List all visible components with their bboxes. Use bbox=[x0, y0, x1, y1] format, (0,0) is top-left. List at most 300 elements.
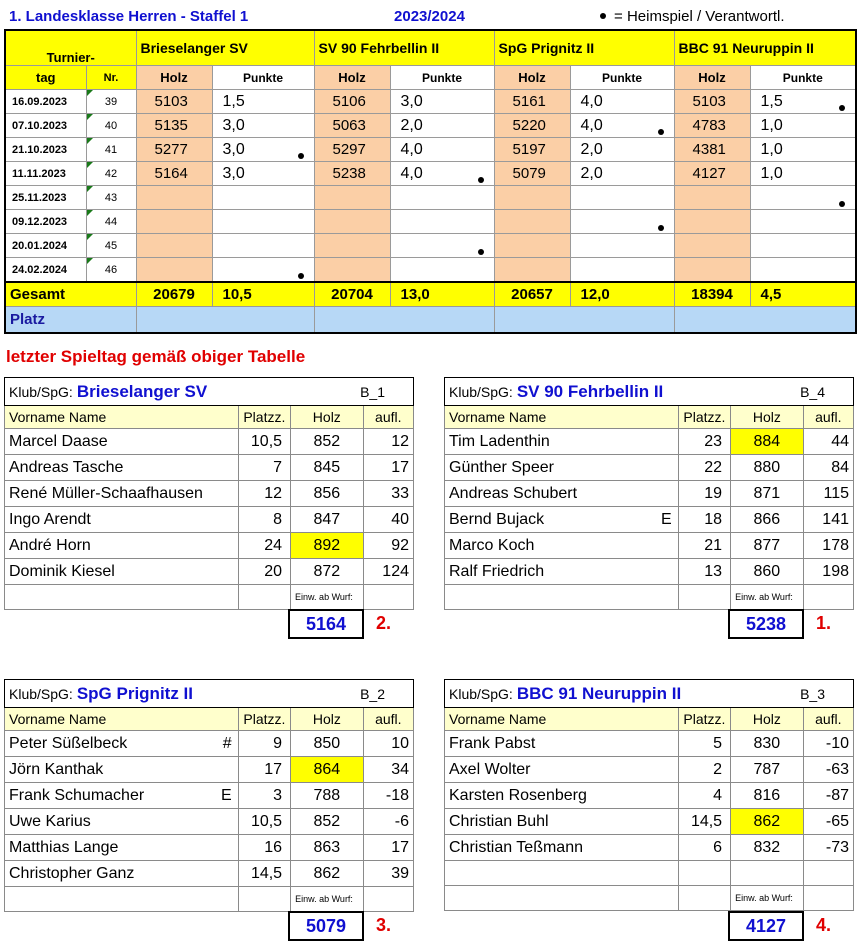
tag-header: tag bbox=[5, 66, 86, 90]
player-platz: 8 bbox=[238, 507, 290, 533]
home-dot-icon bbox=[478, 249, 484, 255]
punkte-cell: 1,0 bbox=[750, 114, 856, 138]
punkte-cell: 3,0 bbox=[212, 138, 314, 162]
round-date: 21.10.2023 bbox=[5, 138, 86, 162]
player-holz: 892 bbox=[291, 533, 364, 559]
player-name: Uwe Karius bbox=[5, 809, 239, 835]
comment-marker-icon bbox=[87, 258, 93, 264]
home-dot-icon bbox=[298, 153, 304, 159]
punkte-cell: 3,0 bbox=[212, 162, 314, 186]
player-holz: 856 bbox=[291, 481, 364, 507]
round-date: 09.12.2023 bbox=[5, 210, 86, 234]
club-header bbox=[445, 680, 854, 708]
player-name: Dominik Kiesel bbox=[5, 559, 239, 585]
round-row bbox=[5, 162, 856, 186]
player-name: Christian Teßmann bbox=[445, 835, 679, 861]
aufl-col-header: aufl. bbox=[363, 406, 413, 429]
player-platz: 5 bbox=[678, 731, 730, 757]
team-lineup-panel bbox=[444, 679, 854, 936]
player-holz: 788 bbox=[291, 783, 364, 809]
holz-header: Holz bbox=[136, 66, 212, 90]
player-name: Jörn Kanthak bbox=[5, 757, 239, 783]
punkte-cell: 2,0 bbox=[390, 114, 494, 138]
player-aufl: 141 bbox=[803, 507, 853, 533]
holz-cell: 4127 bbox=[674, 162, 750, 186]
club-name: SpG Prignitz II bbox=[76, 683, 193, 703]
punkte-header: Punkte bbox=[212, 66, 314, 90]
player-holz: 847 bbox=[291, 507, 364, 533]
punkte-cell: 4,0 bbox=[570, 90, 674, 114]
lineup-table bbox=[444, 377, 854, 610]
player-platz: 17 bbox=[238, 757, 290, 783]
player-row bbox=[445, 835, 854, 861]
player-name: René Müller-Schaafhausen bbox=[5, 481, 239, 507]
player-platz: 22 bbox=[678, 455, 730, 481]
holz-cell bbox=[674, 258, 750, 283]
holz-col-header: Holz bbox=[731, 708, 804, 731]
round-nr: 41 bbox=[86, 138, 136, 162]
round-date: 20.01.2024 bbox=[5, 234, 86, 258]
player-aufl: 17 bbox=[363, 835, 413, 861]
total-punkte: 4,5 bbox=[750, 282, 856, 307]
player-aufl bbox=[803, 861, 853, 886]
punkte-cell bbox=[390, 210, 494, 234]
holz-cell: 5079 bbox=[494, 162, 570, 186]
comment-marker-icon bbox=[87, 138, 93, 144]
platz-cell bbox=[136, 307, 314, 334]
player-platz: 18 bbox=[678, 507, 730, 533]
player-name bbox=[445, 861, 679, 886]
player-aufl: 84 bbox=[803, 455, 853, 481]
player-name: Axel Wolter bbox=[445, 757, 679, 783]
player-platz: 4 bbox=[678, 783, 730, 809]
round-date: 11.11.2023 bbox=[5, 162, 86, 186]
punkte-cell bbox=[750, 234, 856, 258]
player-name: Andreas Schubert bbox=[445, 481, 679, 507]
player-platz: 14,5 bbox=[238, 861, 290, 887]
einw-label: Einw. ab Wurf: bbox=[731, 585, 804, 610]
holz-cell bbox=[494, 210, 570, 234]
player-platz: 7 bbox=[238, 455, 290, 481]
holz-cell bbox=[494, 234, 570, 258]
total-punkte: 12,0 bbox=[570, 282, 674, 307]
einw-label: Einw. ab Wurf: bbox=[291, 887, 364, 912]
player-platz: 19 bbox=[678, 481, 730, 507]
player-row bbox=[445, 507, 854, 533]
player-row bbox=[5, 481, 414, 507]
team-lineup-panel bbox=[4, 377, 414, 634]
punkte-header: Punkte bbox=[750, 66, 856, 90]
holz-cell bbox=[314, 210, 390, 234]
round-nr: 42 bbox=[86, 162, 136, 186]
comment-marker-icon bbox=[87, 210, 93, 216]
holz-header: Holz bbox=[674, 66, 750, 90]
club-code: B_3 bbox=[800, 686, 825, 702]
holz-cell bbox=[136, 186, 212, 210]
club-code: B_2 bbox=[360, 686, 385, 702]
player-aufl: -87 bbox=[803, 783, 853, 809]
round-date: 07.10.2023 bbox=[5, 114, 86, 138]
player-aufl: -6 bbox=[363, 809, 413, 835]
player-platz: 20 bbox=[238, 559, 290, 585]
club-name: Brieselanger SV bbox=[76, 381, 208, 401]
holz-cell: 5135 bbox=[136, 114, 212, 138]
player-aufl: 39 bbox=[363, 861, 413, 887]
punkte-cell bbox=[212, 234, 314, 258]
player-row bbox=[5, 507, 414, 533]
round-nr: 43 bbox=[86, 186, 136, 210]
total-holz: 18394 bbox=[674, 282, 750, 307]
punkte-cell: 4,0 bbox=[570, 114, 674, 138]
player-row bbox=[445, 429, 854, 455]
player-platz: 24 bbox=[238, 533, 290, 559]
punkte-cell bbox=[212, 210, 314, 234]
holz-cell: 5277 bbox=[136, 138, 212, 162]
player-aufl: 198 bbox=[803, 559, 853, 585]
holz-col-header: Holz bbox=[291, 708, 364, 731]
player-holz: 845 bbox=[291, 455, 364, 481]
holz-cell: 5103 bbox=[136, 90, 212, 114]
player-holz bbox=[731, 861, 804, 886]
aufl-col-header: aufl. bbox=[363, 708, 413, 731]
name-col-header: Vorname Name bbox=[445, 708, 679, 731]
home-dot-icon bbox=[600, 13, 606, 19]
player-row bbox=[5, 533, 414, 559]
punkte-cell: 1,0 bbox=[750, 162, 856, 186]
punkte-cell bbox=[390, 186, 494, 210]
player-holz: 830 bbox=[731, 731, 804, 757]
team-total: 5164 bbox=[288, 609, 364, 639]
round-row bbox=[5, 90, 856, 114]
punkte-cell bbox=[390, 234, 494, 258]
holz-cell bbox=[494, 258, 570, 283]
round-row bbox=[5, 234, 856, 258]
player-aufl: 40 bbox=[363, 507, 413, 533]
team-lineup-panel bbox=[444, 377, 854, 634]
player-name: Christian Buhl bbox=[445, 809, 679, 835]
player-name: Marcel Daase bbox=[5, 429, 239, 455]
player-row bbox=[5, 455, 414, 481]
lineup-table bbox=[4, 377, 414, 610]
player-name: Matthias Lange bbox=[5, 835, 239, 861]
holz-cell: 5063 bbox=[314, 114, 390, 138]
player-row bbox=[445, 809, 854, 835]
player-row bbox=[445, 783, 854, 809]
season-label: 2023/2024 bbox=[390, 4, 570, 30]
player-aufl: -63 bbox=[803, 757, 853, 783]
holz-cell bbox=[674, 234, 750, 258]
player-aufl: 12 bbox=[363, 429, 413, 455]
club-name: BBC 91 Neuruppin II bbox=[516, 683, 682, 703]
holz-cell bbox=[314, 258, 390, 283]
player-mark: E bbox=[221, 786, 232, 804]
player-platz: 16 bbox=[238, 835, 290, 861]
player-holz: 852 bbox=[291, 429, 364, 455]
player-holz: 816 bbox=[731, 783, 804, 809]
punkte-cell bbox=[570, 258, 674, 283]
club-code: B_4 bbox=[800, 384, 825, 400]
player-platz: 10,5 bbox=[238, 429, 290, 455]
comment-marker-icon bbox=[87, 162, 93, 168]
einw-row bbox=[5, 887, 414, 912]
team-rank: 4. bbox=[816, 915, 832, 935]
round-row bbox=[5, 138, 856, 162]
punkte-cell: 4,0 bbox=[390, 138, 494, 162]
name-col-header: Vorname Name bbox=[5, 406, 239, 429]
player-row bbox=[445, 559, 854, 585]
player-name: Ralf Friedrich bbox=[445, 559, 679, 585]
player-row bbox=[5, 757, 414, 783]
player-platz: 3 bbox=[238, 783, 290, 809]
round-nr: 40 bbox=[86, 114, 136, 138]
player-mark: # bbox=[222, 734, 232, 752]
league-title: 1. Landesklasse Herren - Staffel 1 bbox=[5, 4, 390, 30]
platzz-col-header: Platzz. bbox=[678, 406, 730, 429]
home-dot-icon bbox=[658, 225, 664, 231]
player-name: Bernd Bujack E bbox=[445, 507, 679, 533]
player-row bbox=[5, 861, 414, 887]
round-nr: 44 bbox=[86, 210, 136, 234]
player-name: Ingo Arendt bbox=[5, 507, 239, 533]
round-date: 16.09.2023 bbox=[5, 90, 86, 114]
player-aufl: 44 bbox=[803, 429, 853, 455]
player-holz: 862 bbox=[291, 861, 364, 887]
holz-cell: 4381 bbox=[674, 138, 750, 162]
total-punkte: 10,5 bbox=[212, 282, 314, 307]
holz-cell: 5197 bbox=[494, 138, 570, 162]
punkte-cell bbox=[390, 258, 494, 283]
player-platz: 12 bbox=[238, 481, 290, 507]
holz-cell bbox=[136, 258, 212, 283]
player-platz: 6 bbox=[678, 835, 730, 861]
player-row bbox=[445, 481, 854, 507]
player-row bbox=[5, 783, 414, 809]
player-platz: 13 bbox=[678, 559, 730, 585]
holz-cell: 5103 bbox=[674, 90, 750, 114]
player-name: Frank Pabst bbox=[445, 731, 679, 757]
standings-table bbox=[4, 4, 857, 334]
club-label: Klub/SpG: bbox=[449, 383, 513, 400]
home-dot-icon bbox=[839, 105, 845, 111]
platz-cell bbox=[674, 307, 856, 334]
player-platz: 14,5 bbox=[678, 809, 730, 835]
player-holz: 832 bbox=[731, 835, 804, 861]
punkte-cell: 1,0 bbox=[750, 138, 856, 162]
club-header bbox=[445, 378, 854, 406]
punkte-cell: 3,0 bbox=[390, 90, 494, 114]
round-date: 25.11.2023 bbox=[5, 186, 86, 210]
player-platz: 21 bbox=[678, 533, 730, 559]
club-label: Klub/SpG: bbox=[449, 685, 513, 702]
player-aufl: 178 bbox=[803, 533, 853, 559]
club-header bbox=[5, 378, 414, 406]
player-name: Tim Ladenthin bbox=[445, 429, 679, 455]
player-holz: 884 bbox=[731, 429, 804, 455]
team-lineup-panel bbox=[4, 679, 414, 936]
player-holz: 863 bbox=[291, 835, 364, 861]
punkte-cell: 2,0 bbox=[570, 138, 674, 162]
platz-cell bbox=[314, 307, 494, 334]
team-header-2: SV 90 Fehrbellin II bbox=[314, 30, 494, 66]
holz-cell: 4783 bbox=[674, 114, 750, 138]
total-holz: 20704 bbox=[314, 282, 390, 307]
team-header-1: Brieselanger SV bbox=[136, 30, 314, 66]
club-name: SV 90 Fehrbellin II bbox=[516, 381, 664, 401]
player-row bbox=[445, 757, 854, 783]
round-row bbox=[5, 210, 856, 234]
player-platz: 2 bbox=[678, 757, 730, 783]
name-col-header: Vorname Name bbox=[5, 708, 239, 731]
player-holz: 860 bbox=[731, 559, 804, 585]
player-name: André Horn bbox=[5, 533, 239, 559]
aufl-col-header: aufl. bbox=[803, 708, 853, 731]
section-note: letzter Spieltag gemäß obiger Tabelle bbox=[6, 347, 306, 366]
player-row bbox=[5, 559, 414, 585]
lineup-table bbox=[444, 679, 854, 911]
player-aufl: 17 bbox=[363, 455, 413, 481]
round-nr: 39 bbox=[86, 90, 136, 114]
player-holz: 787 bbox=[731, 757, 804, 783]
player-holz: 862 bbox=[731, 809, 804, 835]
player-name: Günther Speer bbox=[445, 455, 679, 481]
total-punkte: 13,0 bbox=[390, 282, 494, 307]
player-name: Andreas Tasche bbox=[5, 455, 239, 481]
team-header-4: BBC 91 Neuruppin II bbox=[674, 30, 856, 66]
punkte-cell: 2,0 bbox=[570, 162, 674, 186]
holz-cell: 5106 bbox=[314, 90, 390, 114]
punkte-cell bbox=[570, 186, 674, 210]
player-row bbox=[5, 429, 414, 455]
player-holz: 872 bbox=[291, 559, 364, 585]
player-platz: 10,5 bbox=[238, 809, 290, 835]
holz-col-header: Holz bbox=[731, 406, 804, 429]
round-row bbox=[5, 186, 856, 210]
player-aufl: 33 bbox=[363, 481, 413, 507]
player-holz: 880 bbox=[731, 455, 804, 481]
punkte-header: Punkte bbox=[570, 66, 674, 90]
player-holz: 864 bbox=[291, 757, 364, 783]
round-row bbox=[5, 258, 856, 283]
punkte-cell bbox=[750, 186, 856, 210]
platz-label: Platz bbox=[5, 307, 136, 334]
player-name: Christopher Ganz bbox=[5, 861, 239, 887]
player-name: Peter Süßelbeck # bbox=[5, 731, 239, 757]
total-holz: 20657 bbox=[494, 282, 570, 307]
holz-cell bbox=[314, 186, 390, 210]
round-nr: 46 bbox=[86, 258, 136, 283]
player-aufl: -18 bbox=[363, 783, 413, 809]
team-rank: 3. bbox=[376, 915, 392, 935]
holz-header: Holz bbox=[494, 66, 570, 90]
comment-marker-icon bbox=[87, 186, 93, 192]
platz-cell bbox=[494, 307, 674, 334]
player-aufl: 10 bbox=[363, 731, 413, 757]
player-aufl: 124 bbox=[363, 559, 413, 585]
player-row bbox=[5, 809, 414, 835]
team-rank: 2. bbox=[376, 613, 392, 633]
legend: = Heimspiel / Verantwortl. bbox=[570, 4, 856, 30]
club-code: B_1 bbox=[360, 384, 385, 400]
player-holz: 850 bbox=[291, 731, 364, 757]
lineup-table bbox=[4, 679, 414, 912]
home-dot-icon bbox=[839, 201, 845, 207]
round-date: 24.02.2024 bbox=[5, 258, 86, 283]
player-row bbox=[5, 835, 414, 861]
home-dot-icon bbox=[298, 273, 304, 279]
player-mark: E bbox=[661, 510, 672, 528]
player-aufl: 92 bbox=[363, 533, 413, 559]
player-holz: 871 bbox=[731, 481, 804, 507]
club-label: Klub/SpG: bbox=[9, 383, 73, 400]
platzz-col-header: Platzz. bbox=[678, 708, 730, 731]
platzz-col-header: Platzz. bbox=[238, 708, 290, 731]
round-row bbox=[5, 114, 856, 138]
player-row bbox=[445, 861, 854, 886]
comment-marker-icon bbox=[87, 90, 93, 96]
turnier-header: Turnier- bbox=[5, 30, 136, 66]
platzz-col-header: Platzz. bbox=[238, 406, 290, 429]
player-row bbox=[445, 533, 854, 559]
home-dot-icon bbox=[658, 129, 664, 135]
player-holz: 852 bbox=[291, 809, 364, 835]
holz-cell bbox=[136, 210, 212, 234]
holz-cell: 5164 bbox=[136, 162, 212, 186]
punkte-cell: 1,5 bbox=[212, 90, 314, 114]
holz-header: Holz bbox=[314, 66, 390, 90]
punkte-cell bbox=[570, 234, 674, 258]
player-platz: 23 bbox=[678, 429, 730, 455]
player-row bbox=[5, 731, 414, 757]
einw-label: Einw. ab Wurf: bbox=[291, 585, 364, 610]
player-name: Karsten Rosenberg bbox=[445, 783, 679, 809]
punkte-cell bbox=[212, 258, 314, 283]
team-rank: 1. bbox=[816, 613, 832, 633]
gesamt-label: Gesamt bbox=[5, 282, 136, 307]
einw-row bbox=[5, 585, 414, 610]
player-platz: 9 bbox=[238, 731, 290, 757]
punkte-cell bbox=[750, 210, 856, 234]
player-aufl: 34 bbox=[363, 757, 413, 783]
einw-row bbox=[445, 585, 854, 610]
punkte-header: Punkte bbox=[390, 66, 494, 90]
player-holz: 866 bbox=[731, 507, 804, 533]
comment-marker-icon bbox=[87, 234, 93, 240]
punkte-cell: 4,0 bbox=[390, 162, 494, 186]
player-row bbox=[445, 455, 854, 481]
team-total: 4127 bbox=[728, 911, 804, 941]
team-total: 5238 bbox=[728, 609, 804, 639]
punkte-cell bbox=[570, 210, 674, 234]
club-header bbox=[5, 680, 414, 708]
holz-cell bbox=[674, 210, 750, 234]
holz-cell bbox=[494, 186, 570, 210]
holz-cell bbox=[314, 234, 390, 258]
total-holz: 20679 bbox=[136, 282, 212, 307]
player-aufl: -65 bbox=[803, 809, 853, 835]
team-header-3: SpG Prignitz II bbox=[494, 30, 674, 66]
holz-cell bbox=[136, 234, 212, 258]
player-row bbox=[445, 731, 854, 757]
aufl-col-header: aufl. bbox=[803, 406, 853, 429]
name-col-header: Vorname Name bbox=[445, 406, 679, 429]
holz-cell: 5297 bbox=[314, 138, 390, 162]
einw-row bbox=[445, 886, 854, 911]
holz-cell: 5220 bbox=[494, 114, 570, 138]
punkte-cell: 1,5 bbox=[750, 90, 856, 114]
player-holz: 877 bbox=[731, 533, 804, 559]
team-total: 5079 bbox=[288, 911, 364, 941]
home-dot-icon bbox=[478, 177, 484, 183]
